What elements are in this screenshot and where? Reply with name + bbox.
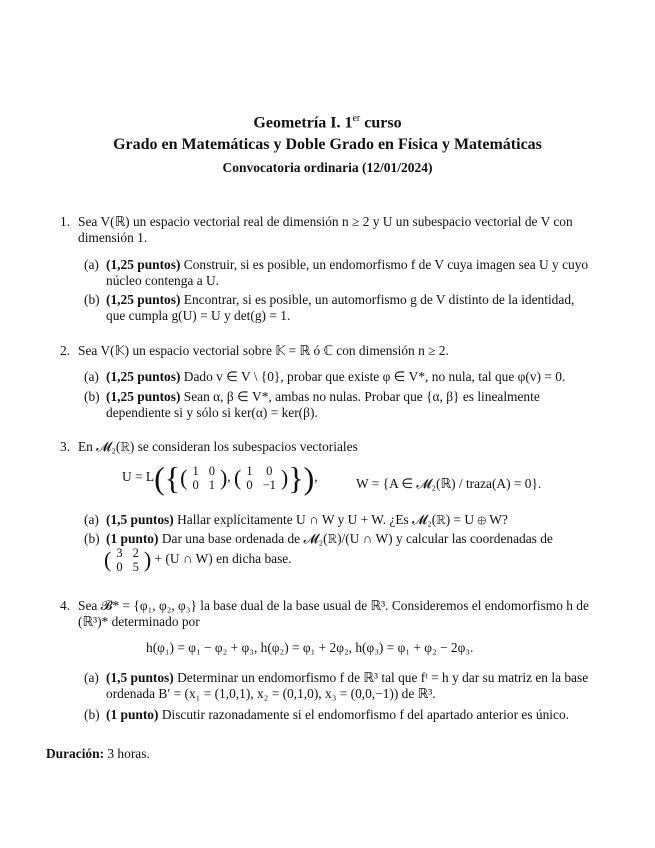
degree-title: Grado en Matemáticas y Doble Grado en Física y Matemáticas	[113, 136, 542, 153]
item-text: Encontrar, si es posible, un automorfismo g de V distinto de la identidad, que cumpla g(U) = U y det(g) = 1.	[106, 292, 575, 323]
question-number: 4.	[60, 598, 71, 613]
question-statement: Sea V(𝕂) un espacio vectorial sobre 𝕂 = ℝ ó ℂ con dimensión n ≥ 2.	[78, 343, 449, 358]
item-label: (b)	[84, 707, 100, 722]
item-text: Hallar explícitamente U ∩ W y U + W. ¿Es 𝓜₂(ℝ) = U ⊕ W?	[177, 512, 508, 527]
question-number: 1.	[60, 214, 71, 229]
matrix-2: 1 0 0 −1	[246, 464, 276, 492]
points: (1 punto)	[106, 707, 159, 722]
matrix-1: 1 0 0 1	[192, 464, 215, 492]
item-text: Determinar un endomorfismo f de ℝ³ tal que fᵗ = h y dar su matriz en la base ordenada B′ = (x₁ = (1,0,1), x₂ = (0,1,0), x₃ = (0,0,−1)) de ℝ³.	[106, 670, 589, 701]
subspace-U-definition: U = L({( 1 0 0 1 ), ( 1 0 0 −1 )}),	[122, 460, 318, 496]
duration-label: Duración:	[46, 746, 105, 761]
points: (1,25 puntos)	[106, 292, 181, 307]
coordinate-matrix: ( 3 2 0 5 ) + (U ∩ W) en dicha base.	[104, 546, 292, 574]
points: (1,25 puntos)	[106, 389, 181, 404]
item-text: Dar una base ordenada de 𝓜₂(ℝ)/(U ∩ W) y calcular las coordenadas de	[161, 531, 553, 546]
question-statement: Sea 𝓑* = {φ₁, φ₂, φ₃} la base dual de la base usual de ℝ³. Consideremos el endomorfismo h de (ℝ³)* determinado por	[78, 598, 589, 629]
item-text: Discutir razonadamente si el endomorfismo f del apartado anterior es único.	[161, 707, 569, 722]
question-statement: En 𝓜₂(ℝ) se consideran los subespacios vectoriales	[78, 439, 358, 454]
points: (1,5 puntos)	[106, 670, 174, 685]
duration-value: 3 horas.	[107, 746, 150, 761]
item-text: Dado v ∈ V \ {0}, probar que existe φ ∈ V*, no nula, tal que φ(v) = 0.	[183, 369, 566, 384]
question-number: 3.	[60, 439, 71, 454]
points: (1,25 puntos)	[106, 369, 181, 384]
points: (1 punto)	[106, 531, 159, 546]
duration	[46, 746, 150, 762]
item-text: Construir, si es posible, un endomorfismo f de V cuya imagen sea U y cuyo núcleo contenga a U.	[106, 257, 589, 288]
item-label: (a)	[84, 670, 99, 685]
question-statement: Sea V(ℝ) un espacio vectorial real de dimensión n ≥ 2 y U un subespacio vectorial de V con dimensión 1.	[78, 214, 573, 245]
endomorphism-equations: h(φ₁) = φ₁ − φ₂ + φ₃, h(φ₂) = φ₁ + 2φ₂, h(φ₃) = φ₁ + φ₂ − 2φ₃.	[146, 640, 474, 655]
item-label: (a)	[84, 257, 99, 272]
points: (1,25 puntos)	[106, 257, 181, 272]
exam-title: Geometría I. 1er curso	[253, 113, 402, 132]
item-label: (b)	[84, 292, 100, 307]
item-label: (b)	[84, 389, 100, 404]
item-label: (a)	[84, 369, 99, 384]
question-number: 2.	[60, 343, 71, 358]
item-text: Sean α, β ∈ V*, ambas no nulas. Probar que {α, β} es linealmente dependiente si y sólo si ker(α) = ker(β).	[106, 389, 540, 420]
item-label: (a)	[84, 512, 99, 527]
item-label: (b)	[84, 531, 100, 546]
subspace-W-definition: W = {A ∈ 𝓜₂(ℝ) / traza(A) = 0}.	[356, 476, 542, 491]
points: (1,5 puntos)	[106, 512, 174, 527]
session-title: Convocatoria ordinaria (12/01/2024)	[222, 160, 433, 175]
